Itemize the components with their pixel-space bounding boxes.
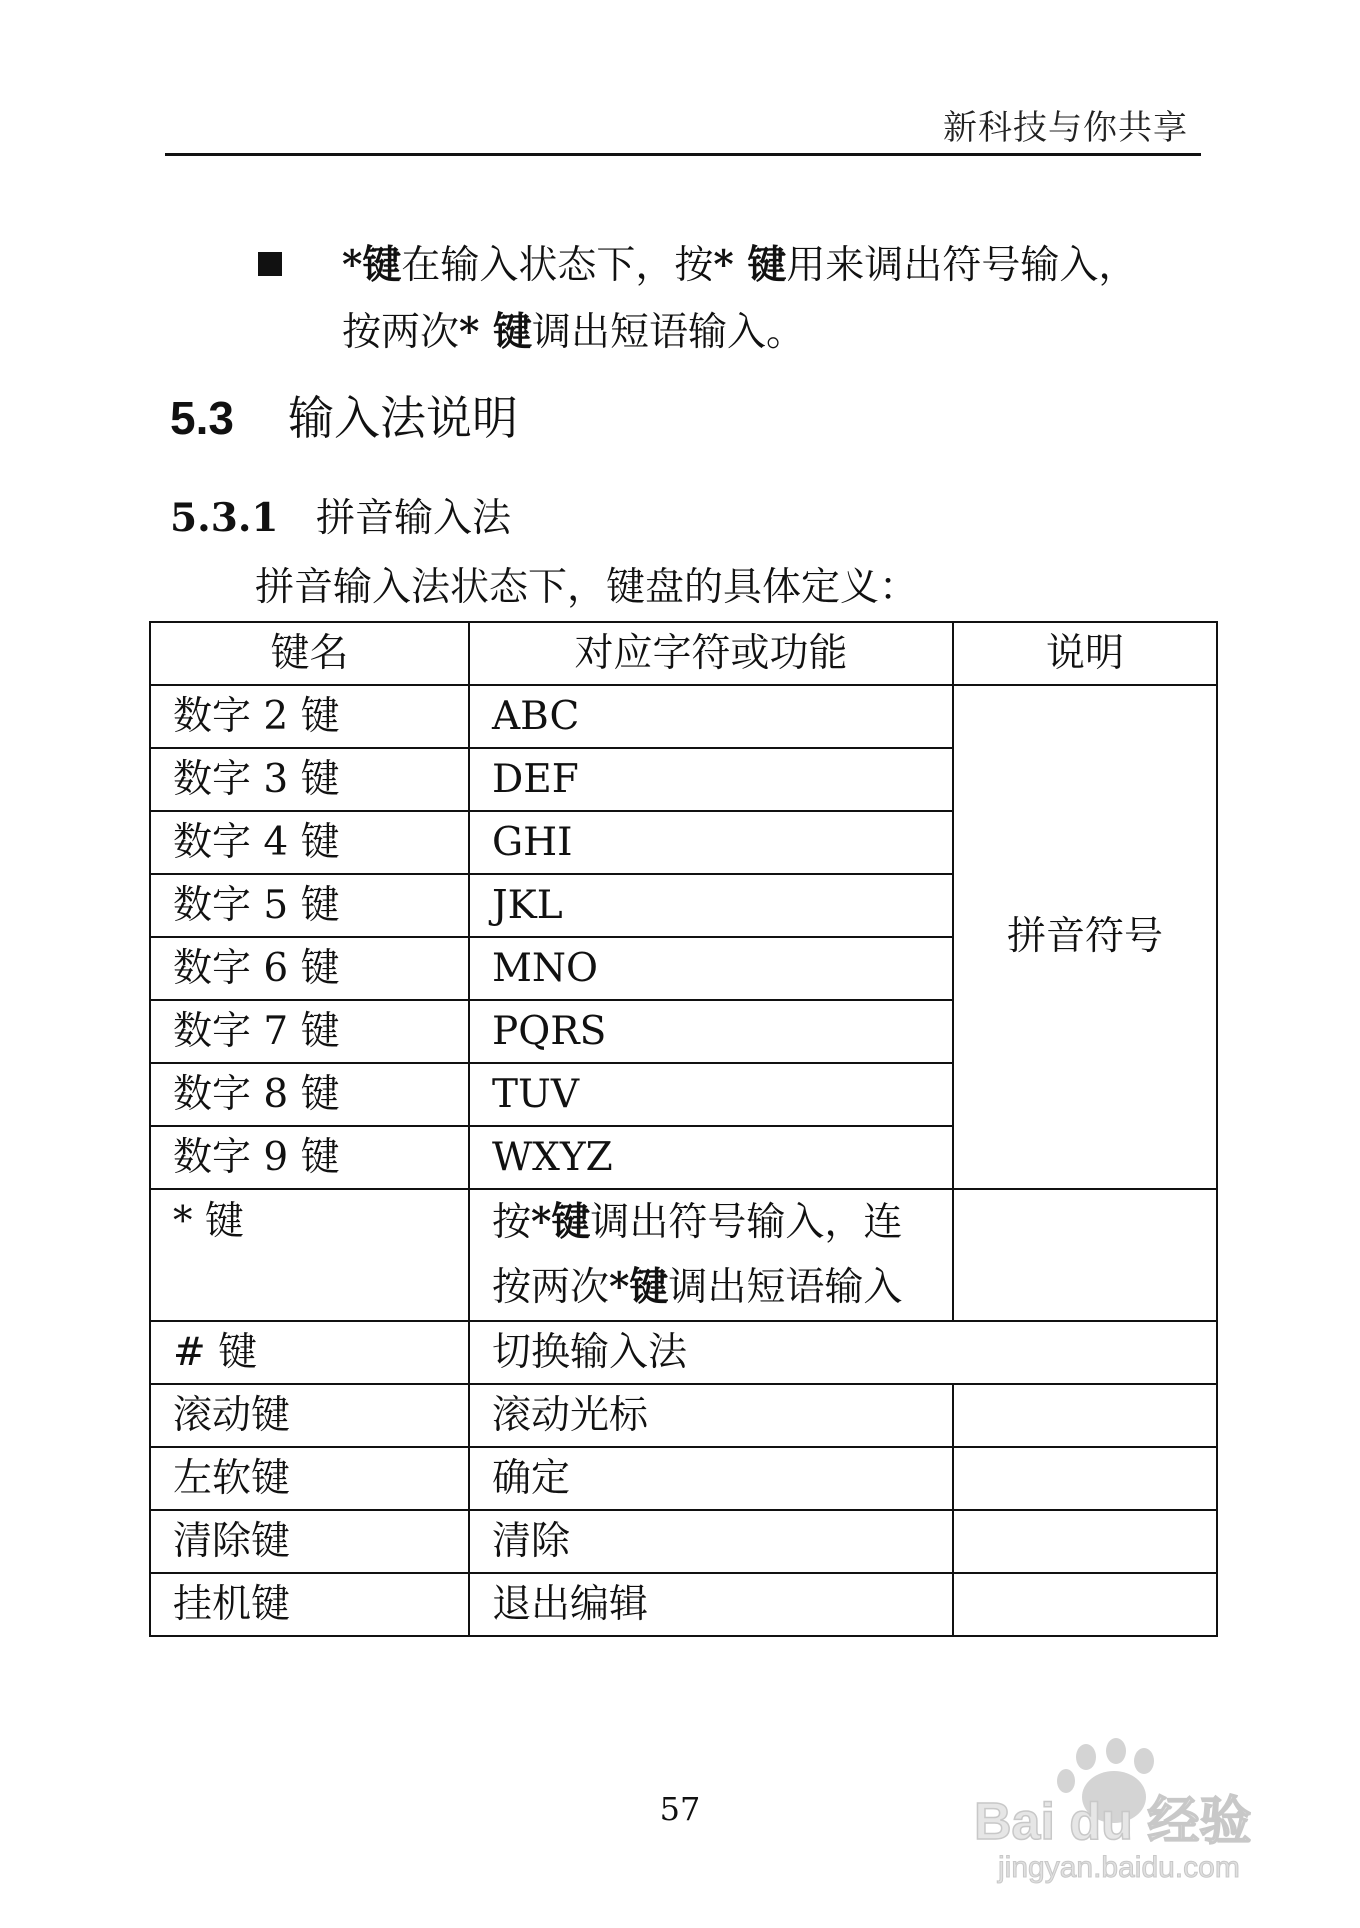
baidu-watermark (968, 1735, 1288, 1885)
key-cell: 数字 6 键 (150, 937, 469, 1000)
key-definition-table (149, 621, 1218, 1637)
watermark-brand: Bai du 经验 (974, 1793, 1252, 1851)
key-cell: 数字 9 键 (150, 1126, 469, 1189)
key-cell: 数字 3 键 (150, 748, 469, 811)
key-cell: 数字 4 键 (150, 811, 469, 874)
pinyin-note-cell: 拼音符号 (953, 685, 1217, 1189)
value-cell: GHI (469, 811, 953, 874)
bullet-text-part: 按两次 (342, 310, 460, 355)
table-row (150, 685, 1217, 748)
table-row (150, 1510, 1217, 1573)
square-bullet-icon (258, 252, 282, 276)
value-cell: 退出编辑 (469, 1573, 953, 1636)
value-cell: 滚动光标 (469, 1384, 953, 1447)
table-row (150, 1384, 1217, 1447)
value-cell: MNO (469, 937, 953, 1000)
key-cell: # 键 (150, 1321, 469, 1384)
section-title: 输入法说明 (288, 391, 518, 445)
value-cell: TUV (469, 1063, 953, 1126)
table-row-star (150, 1189, 1217, 1321)
key-term: *键 (342, 242, 402, 288)
value-cell: 确定 (469, 1447, 953, 1510)
subsection-number: 5.3.1 (170, 495, 279, 541)
section-heading (170, 388, 518, 448)
value-text: 调出符号输入，连按两次 (492, 1200, 903, 1310)
key-cell: 数字 5 键 (150, 874, 469, 937)
value-cell: WXYZ (469, 1126, 953, 1189)
subsection-heading (170, 490, 511, 547)
subsection-title: 拼音输入法 (316, 496, 512, 541)
table-row-hash (150, 1321, 1217, 1384)
header-function: 对应字符或功能 (469, 622, 953, 685)
key-cell: 滚动键 (150, 1384, 469, 1447)
running-header: 新科技与你共享 (943, 108, 1188, 148)
header-note: 说明 (953, 622, 1217, 685)
bullet-text (342, 232, 1208, 366)
table-header-row (150, 622, 1217, 685)
page-number: 57 (659, 1790, 701, 1828)
intro-text: 拼音输入法状态下，键盘的具体定义： (255, 565, 919, 610)
key-term: * 键 (459, 309, 532, 355)
key-term: * 键 (713, 242, 787, 288)
key-cell: 清除键 (150, 1510, 469, 1573)
value-text: 调出短语输入 (668, 1265, 903, 1310)
header-key-name: 键名 (150, 622, 469, 685)
bullet-text-part: 用来调出符号输入， (786, 243, 1138, 288)
note-cell (953, 1510, 1217, 1573)
table-row (150, 1573, 1217, 1636)
key-cell: 数字 7 键 (150, 1000, 469, 1063)
bullet-text-part: 调出短语输入。 (532, 310, 806, 355)
key-cell: 左软键 (150, 1447, 469, 1510)
value-cell: 切换输入法 (469, 1321, 1217, 1384)
key-cell: 数字 2 键 (150, 685, 469, 748)
table-row (150, 1447, 1217, 1510)
section-number: 5.3 (170, 392, 234, 444)
value-cell: PQRS (469, 1000, 953, 1063)
bullet-paragraph (258, 232, 1208, 366)
note-cell (953, 1573, 1217, 1636)
note-cell (953, 1189, 1217, 1321)
value-cell (469, 1189, 953, 1321)
header-rule (165, 153, 1201, 156)
key-cell: 数字 8 键 (150, 1063, 469, 1126)
value-text: 按 (492, 1200, 532, 1245)
key-cell: * 键 (150, 1189, 469, 1321)
key-term: *键 (531, 1199, 591, 1245)
key-term: *键 (609, 1264, 669, 1310)
note-cell (953, 1384, 1217, 1447)
watermark-url: jingyan.baidu.com (998, 1851, 1240, 1884)
key-cell: 挂机键 (150, 1573, 469, 1636)
note-cell (953, 1447, 1217, 1510)
bullet-text-part: 在输入状态下，按 (401, 243, 714, 288)
value-cell: ABC (469, 685, 953, 748)
value-cell: JKL (469, 874, 953, 937)
value-cell: 清除 (469, 1510, 953, 1573)
value-cell: DEF (469, 748, 953, 811)
